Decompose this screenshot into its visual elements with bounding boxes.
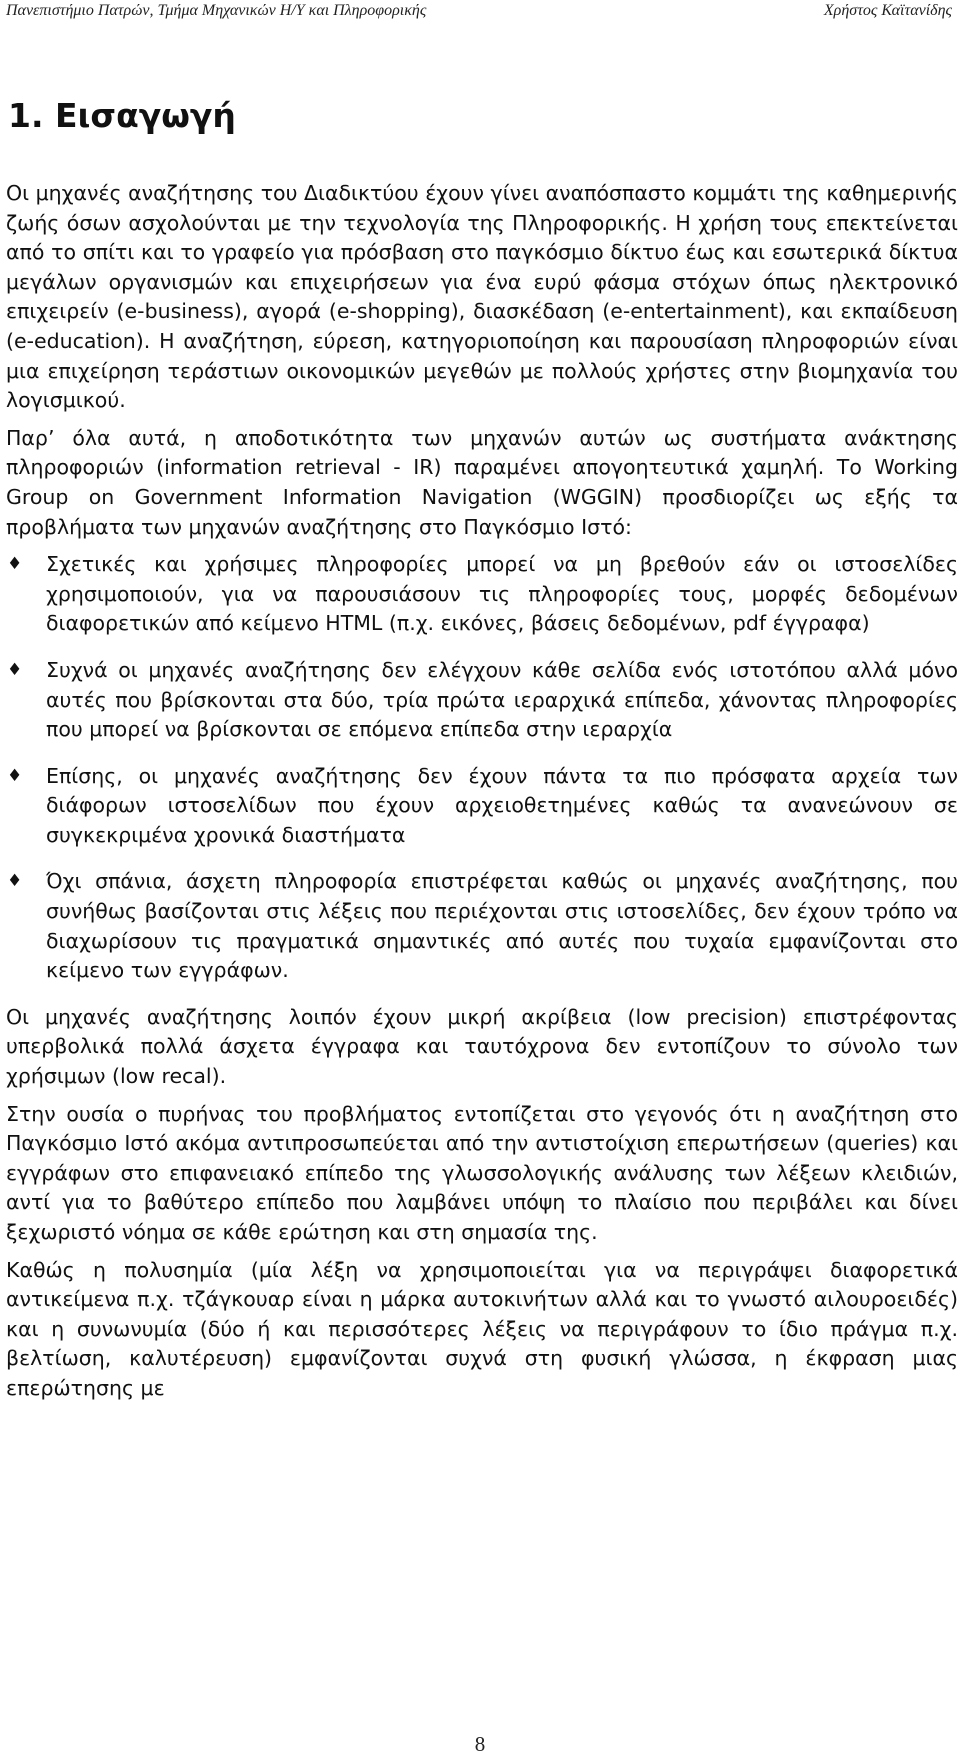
- paragraph: Παρ’ όλα αυτά, η αποδοτικότητα των μηχανών αυτών ως συστήματα ανάκτησης πληροφοριών (information retrieval - IR) παραμένει απογοητευτικά χαμηλή. Το Working Group on Government Information Navigation (WGGIN) προσδιορίζει ως εξής τα προβλήματα των μηχανών αναζήτησης στο Παγκόσμιο Ιστό:: [6, 425, 958, 539]
- list-item: [6, 762, 958, 851]
- list-item: [6, 656, 958, 745]
- header-author: Χρήστος Καϊτανίδης: [823, 2, 952, 19]
- paragraph: Καθώς η πολυσημία (μία λέξη να χρησιμοποιείται για να περιγράψει διαφορετικά αντικείμενα π.χ. τζάγκουαρ είναι η μάρκα αυτοκινήτων αλλά και το γνωστό αιλουροειδές) και η συνωνυμία (δύο ή και περισσότερες λέξεις να περιγράφουν το ίδιο πράγμα π.χ. βελτίωση, καλυτέρευση) εμφανίζονται συχνά στη φυσική γλώσσα, η έκφραση μιας επερώτησης με: [6, 1257, 958, 1400]
- list-item-text: Σχετικές και χρήσιμες πληροφορίες μπορεί να μη βρεθούν εάν οι ιστοσελίδες χρησιμοποιούν, για να παρουσιάσουν τις πληροφορίες τους, μορφές δεδομένων διαφορετικών από κείμενο HTML (π.χ. εικόνες, βάσεις δεδομένων, pdf έγγραφα): [46, 552, 958, 636]
- list-item: [6, 867, 958, 985]
- running-header: [6, 0, 952, 22]
- body-text: [6, 179, 958, 1412]
- diamond-bullet-icon: ♦: [7, 765, 23, 786]
- list-item-text: Επίσης, οι μηχανές αναζήτησης δεν έχουν πάντα τα πιο πρόσφατα αρχεία των διάφορων ιστοσελίδων που έχουν αρχειοθετημένες καθώς τα ανανεώνουν σε συγκεκριμένα χρονικά διαστήματα: [46, 763, 958, 847]
- paragraph: Οι μηχανές αναζήτησης του Διαδικτύου έχουν γίνει αναπόσπαστο κομμάτι της καθημερινής ζωής όσων ασχολούνται με την τεχνολογία της Πληροφορικής. Η χρήση τους επεκτείνεται από το σπίτι και το γραφείο για πρόσβαση στο παγκόσμιο δίκτυο έως και εσωτερικά δίκτυα μεγάλων οργανισμών και επιχειρήσεων για ένα ευρύ φάσμα στόχων όπως ηλεκτρονικό επιχειρείν (e-business), αγορά (e-shopping), διασκέδαση (e-entertainment), και εκπαίδευση (e-education). Η αναζήτηση, εύρεση, κατηγοριοποίηση και παρουσίαση πληροφοριών είναι μια επιχείρηση τεράστιων οικονομικών μεγεθών με πολλούς χρήστες στην βιομηχανία του λογισμικού.: [6, 181, 958, 413]
- problem-list: [6, 550, 958, 986]
- diamond-bullet-icon: ♦: [7, 871, 23, 892]
- list-item: [6, 550, 958, 639]
- list-item-text: Συχνά οι μηχανές αναζήτησης δεν ελέγχουν κάθε σελίδα ενός ιστοτόπου αλλά μόνο αυτές που βρίσκονται στα δύο, τρία πρώτα ιεραρχικά επίπεδα, χάνοντας πληροφορίες που μπορεί να βρίσκονται σε επόμενα επίπεδα στην ιεραρχία: [46, 657, 958, 742]
- diamond-bullet-icon: ♦: [7, 554, 23, 575]
- paragraph: Οι μηχανές αναζήτησης λοιπόν έχουν μικρή ακρίβεια (low precision) επιστρέφοντας υπερβολικά πολλά άσχετα έγγραφα και ταυτόχρονα δεν εντοπίζουν το σύνολο των χρήσιμων (low recal).: [6, 1004, 958, 1089]
- header-institution: Πανεπιστήμιο Πατρών, Τμήμα Μηχανικών Η/Υ και Πληροφορικής: [6, 2, 427, 19]
- paragraph: Στην ουσία ο πυρήνας του προβλήματος εντοπίζεται στο γεγονός ότι η αναζήτηση στο Παγκόσμιο Ιστό ακόμα αντιπροσωπεύεται από την αντιστοίχιση επερωτήσεων (queries) και εγγράφων στο επιφανειακό επίπεδο της γλωσσολογικής ανάλυσης των λέξεων κλειδιών, αντί για το βαθύτερο επίπεδο που λαμβάνει υπόψη το πλαίσιο που περιβάλει και δίνει ξεχωριστό νόημα σε κάθε ερώτηση και στη σημασία της.: [6, 1101, 958, 1244]
- list-item-text: Όχι σπάνια, άσχετη πληροφορία επιστρέφεται καθώς οι μηχανές αναζήτησης, που συνήθως βασίζονται στις λέξεις που περιέχονται στις ιστοσελίδες, δεν έχουν τρόπο να διαχωρίσουν τις πραγματικά σημαντικές από αυτές που τυχαία εμφανίζονται στο κείμενο των εγγράφων.: [46, 869, 958, 983]
- page-number: 8: [474, 1732, 486, 1756]
- diamond-bullet-icon: ♦: [7, 659, 23, 680]
- section-heading: 1. Εισαγωγή: [8, 96, 236, 135]
